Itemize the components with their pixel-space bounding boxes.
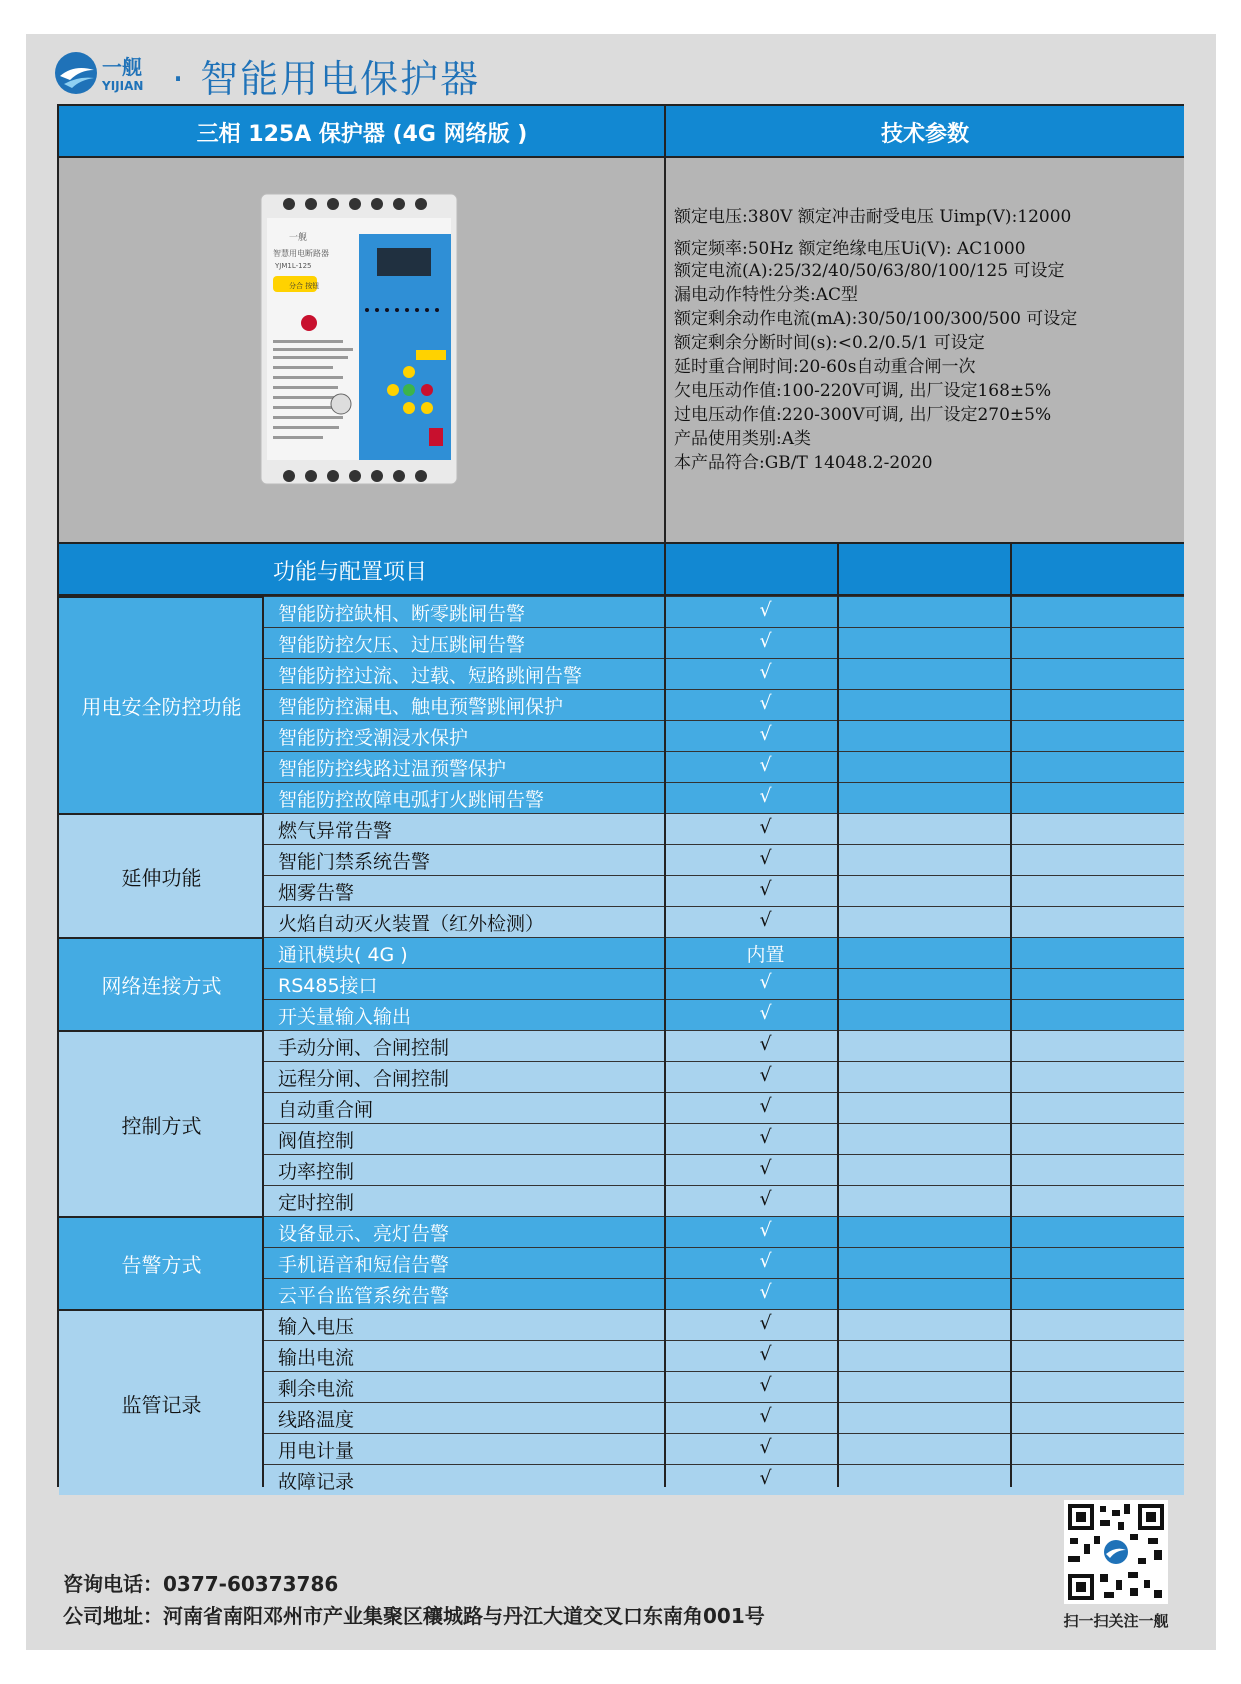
table-row — [264, 1402, 1184, 1433]
params-title-header: 技术参数 — [666, 106, 1184, 158]
table-row — [264, 844, 1184, 875]
table-row — [264, 782, 1184, 813]
feature-label: RS485接口 — [278, 975, 378, 997]
table-row — [264, 1278, 1184, 1309]
feature-label: 智能防控漏电、触电预警跳闸保护 — [278, 696, 564, 718]
feature-label: 输出电流 — [278, 1347, 355, 1369]
feature-label: 智能防控过流、过载、短路跳闸告警 — [278, 665, 583, 687]
feature-value: √ — [759, 1405, 772, 1427]
table-row — [264, 906, 1184, 937]
table-row — [264, 1030, 1184, 1061]
table-row — [264, 658, 1184, 689]
feature-label: 远程分闸、合闸控制 — [278, 1068, 450, 1090]
table-row — [264, 627, 1184, 658]
group-label: 延伸功能 — [59, 813, 264, 937]
group-label: 控制方式 — [59, 1030, 264, 1216]
contact-phone: 咨询电话：0377-60373786 — [63, 1572, 339, 1596]
company-address: 公司地址：河南省南阳邓州市产业集聚区穰城路与丹江大道交叉口东南角001号 — [63, 1604, 765, 1628]
features-header — [59, 544, 1184, 596]
param-line: 额定频率:50Hz 额定绝缘电压Ui(V): AC1000 — [674, 239, 1026, 259]
table-row — [264, 689, 1184, 720]
table-row — [264, 1433, 1184, 1464]
feature-value: √ — [759, 723, 772, 745]
feature-value: √ — [759, 1467, 772, 1489]
feature-value: √ — [759, 909, 772, 931]
feature-value: √ — [759, 1064, 772, 1086]
product-title-header: 三相 125A 保护器 (4G 网络版 ) — [59, 106, 665, 158]
divider — [664, 106, 666, 544]
table-row — [264, 937, 1184, 968]
feature-label: 通讯模块( 4G ) — [278, 944, 408, 966]
feature-label: 火焰自动灭火装置（红外检测） — [278, 913, 545, 935]
feature-label: 输入电压 — [278, 1316, 355, 1338]
device-button-label: 分合 按钮 — [289, 282, 320, 290]
breaker-device-image — [259, 190, 459, 490]
feature-label: 手机语音和短信告警 — [278, 1254, 450, 1276]
params-panel — [666, 158, 1184, 542]
divider — [837, 544, 839, 1487]
feature-label: 故障记录 — [278, 1471, 355, 1493]
group-label: 用电安全防控功能 — [59, 596, 264, 813]
feature-label: 智能防控缺相、断零跳闸告警 — [278, 603, 526, 625]
feature-value: √ — [759, 1188, 772, 1210]
divider — [1010, 544, 1012, 1487]
feature-label: 智能防控欠压、过压跳闸告警 — [278, 634, 526, 656]
param-line: 额定电压:380V 额定冲击耐受电压 Uimp(V):12000 — [674, 207, 1072, 227]
feature-label: 阀值控制 — [278, 1130, 355, 1152]
feature-value: √ — [759, 1312, 772, 1334]
table-row — [264, 813, 1184, 844]
feature-value: √ — [759, 1250, 772, 1272]
feature-value: √ — [759, 878, 772, 900]
group-label: 告警方式 — [59, 1216, 264, 1309]
table-row — [264, 1123, 1184, 1154]
feature-value: √ — [759, 599, 772, 621]
table-row — [264, 999, 1184, 1030]
feature-value: √ — [759, 1219, 772, 1241]
feature-value: √ — [759, 847, 772, 869]
feature-label: 智能防控受潮浸水保护 — [278, 727, 469, 749]
feature-label: 智能防控线路过温预警保护 — [278, 758, 507, 780]
feature-label: 用电计量 — [278, 1440, 355, 1462]
table-row — [264, 875, 1184, 906]
table-row — [264, 720, 1184, 751]
feature-label: 智能门禁系统告警 — [278, 851, 431, 873]
feature-label: 云平台监管系统告警 — [278, 1285, 450, 1307]
logo-text: 一舰 — [102, 55, 142, 79]
feature-value: √ — [759, 1157, 772, 1179]
feature-label: 手动分闸、合闸控制 — [278, 1037, 450, 1059]
table-row — [264, 596, 1184, 627]
spec-table — [57, 104, 1184, 1493]
feature-value: 内置 — [746, 944, 785, 966]
feature-value: √ — [759, 1281, 772, 1303]
param-line: 产品使用类别:A类 — [674, 429, 812, 449]
logo-subtext: YIJIAN — [102, 79, 144, 93]
feature-value: √ — [759, 1343, 772, 1365]
table-row — [264, 1309, 1184, 1340]
feature-label: 剩余电流 — [278, 1378, 355, 1400]
divider — [59, 156, 1184, 158]
table-row — [264, 1216, 1184, 1247]
feature-value: √ — [759, 785, 772, 807]
param-line: 漏电动作特性分类:AC型 — [674, 285, 859, 305]
feature-value: √ — [759, 1095, 772, 1117]
feature-value: √ — [759, 1126, 772, 1148]
table-row — [264, 751, 1184, 782]
table-row — [264, 1185, 1184, 1216]
feature-label: 智能防控故障电弧打火跳闸告警 — [278, 789, 545, 811]
param-line: 过电压动作值:220-300V可调, 出厂设定270±5% — [674, 405, 1052, 425]
divider — [262, 596, 264, 1487]
table-row — [264, 1061, 1184, 1092]
feature-label: 自动重合闸 — [278, 1099, 374, 1121]
divider — [59, 594, 1184, 596]
param-line: 额定剩余动作电流(mA):30/50/100/300/500 可设定 — [674, 309, 1078, 329]
yijian-logo — [54, 50, 164, 96]
group-label: 网络连接方式 — [59, 937, 264, 1030]
feature-value: √ — [759, 816, 772, 838]
feature-label: 烟雾告警 — [278, 882, 355, 904]
qr-code — [1064, 1500, 1168, 1604]
feature-value: √ — [759, 692, 772, 714]
divider — [59, 542, 1184, 544]
table-row — [264, 1464, 1184, 1495]
product-image-area — [59, 158, 665, 542]
features-title: 功能与配置项目 — [273, 559, 428, 585]
feature-value: √ — [759, 630, 772, 652]
device-model: YJM1L-125 — [275, 262, 312, 270]
feature-value: √ — [759, 1002, 772, 1024]
param-line: 延时重合闸时间:20-60s自动重合闸一次 — [674, 357, 976, 377]
group-label: 监管记录 — [59, 1309, 264, 1495]
feature-label: 功率控制 — [278, 1161, 355, 1183]
table-row — [264, 1247, 1184, 1278]
param-line: 本产品符合:GB/T 14048.2-2020 — [674, 453, 933, 473]
param-line: 额定电流(A):25/32/40/50/63/80/100/125 可设定 — [674, 261, 1065, 281]
feature-value: √ — [759, 661, 772, 683]
table-row — [264, 1154, 1184, 1185]
feature-label: 开关量输入输出 — [278, 1006, 412, 1028]
feature-label: 线路温度 — [278, 1409, 355, 1431]
table-row — [264, 968, 1184, 999]
device-brand: 一舰 — [289, 233, 308, 243]
feature-label: 设备显示、亮灯告警 — [278, 1223, 450, 1245]
table-row — [264, 1371, 1184, 1402]
qr-caption: 扫一扫关注一舰 — [1063, 1612, 1169, 1630]
page-title: · 智能用电保护器 — [172, 57, 481, 101]
param-line: 欠电压动作值:100-220V可调, 出厂设定168±5% — [674, 381, 1052, 401]
feature-label: 定时控制 — [278, 1192, 355, 1214]
feature-value: √ — [759, 1033, 772, 1055]
feature-value: √ — [759, 1436, 772, 1458]
device-name: 智慧用电断路器 — [273, 249, 329, 258]
divider — [664, 544, 666, 1487]
param-line: 额定剩余分断时间(s):<0.2/0.5/1 可设定 — [674, 333, 985, 353]
feature-value: √ — [759, 754, 772, 776]
table-row — [264, 1092, 1184, 1123]
feature-label: 燃气异常告警 — [278, 820, 393, 842]
feature-value: √ — [759, 971, 772, 993]
feature-value: √ — [759, 1374, 772, 1396]
table-row — [264, 1340, 1184, 1371]
